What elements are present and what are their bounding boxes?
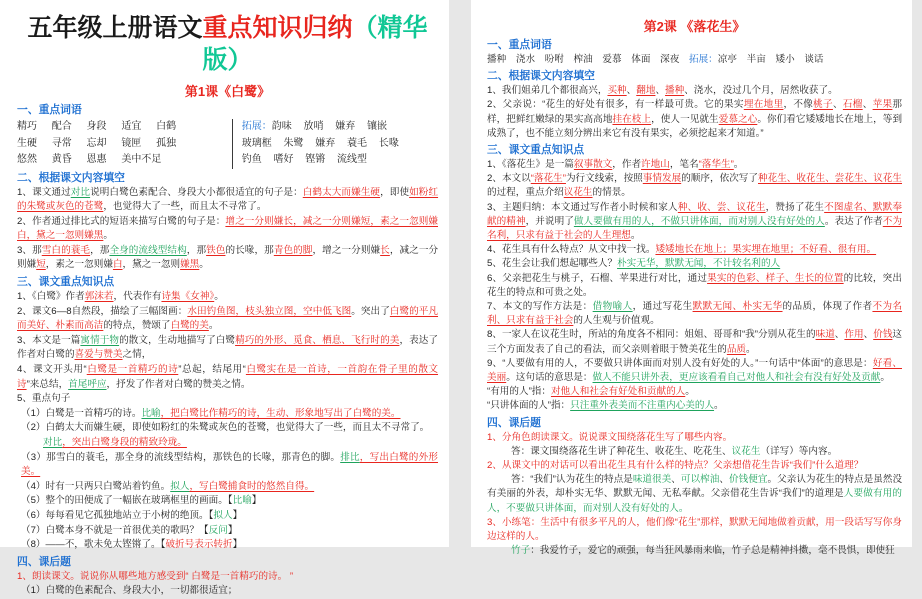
section-heading (487, 416, 902, 431)
text-run: 精巧 配合 身段 适宜 白鹤 (17, 121, 177, 132)
paragraph (487, 459, 902, 473)
text-run: 、浇水，没过几个月，居然收获了。 (684, 85, 838, 97)
text-run: 、 (862, 99, 873, 111)
text-run: 对他人和社会有好处和贡献的人 (550, 386, 686, 398)
section-heading (17, 103, 438, 118)
text-run: 爱慕之心 (718, 113, 758, 125)
text-run: ，不像 (783, 99, 814, 111)
text-run: 1、朗读课文。说说你从哪些地方感受到“ 白鹭是一首精巧的诗。 ” (17, 570, 294, 582)
text-run: 1、《白鹭》作者 (17, 291, 85, 303)
text-run: ，笔名 (669, 159, 699, 171)
text-run: ，使人一见就生 (651, 113, 719, 125)
paragraph (17, 186, 438, 215)
paragraph (487, 53, 902, 67)
text-run: 。 (685, 386, 695, 398)
text-run: 3、小练笔：生活中有很多平凡的人，他们像“花生”那样，默默无闻地做着贡献，用一段话写写你身边这样的人。 (487, 516, 902, 543)
section-heading (17, 171, 438, 186)
paragraph (487, 98, 902, 141)
word-row (242, 136, 438, 153)
text-run: ，赞扬了花生 (765, 201, 825, 213)
text-run: 9、“人要做有用的人，不要做只讲体面而对别人没有好处的人。”一句话中“体面”的意思是： (487, 357, 873, 369)
paragraph (17, 421, 438, 436)
text-run: ，突出白鹭身段的精致玲珑。 (62, 437, 187, 448)
paragraph (487, 431, 902, 445)
text-run: （精华版） (202, 14, 428, 74)
text-run: 。 (880, 372, 890, 384)
text-run: 1、《落花生》是一篇 (487, 159, 574, 171)
text-run: ，并说明了 (525, 215, 574, 227)
text-run: 。这句话的意思是： (506, 372, 593, 384)
text-run: 、 (832, 99, 843, 111)
paragraph (17, 407, 438, 422)
document-title (17, 12, 438, 76)
text-run: 竹子 (511, 545, 531, 557)
text-run: 借物喻人 (592, 301, 633, 313)
paragraph (487, 172, 902, 200)
text-run: 一、重点词语 (17, 104, 82, 116)
text-run: 白鹭的平凡而美好、朴素而高洁 (17, 305, 439, 332)
text-run: 白鹭的美 (170, 320, 209, 332)
text-run: 。突出了 (351, 305, 390, 317)
text-run: 第2课 《落花生》 (643, 19, 746, 34)
text-run: ，把白鹭比作精巧的诗，生动、形象地写出了白鹭的美。 (160, 407, 401, 419)
text-run: 埋在地里 (743, 99, 784, 111)
text-run: 排比 (340, 451, 360, 463)
text-run: 石榴 (842, 99, 863, 111)
text-run: ，作者 (612, 159, 642, 171)
text-run: ，抒发了作者对白鹭的赞美之情。 (106, 378, 251, 390)
word-row (17, 152, 232, 169)
text-run: 2、父亲说：“花生的好处有很多，有一样最可贵。它的果实 (487, 99, 744, 111)
text-run: 、 (655, 85, 666, 97)
text-run: 的长喙，那 (225, 244, 274, 256)
text-run: （7）白鹭本身不就是一首很优美的歌吗？【 (21, 524, 209, 536)
text-run: ，也觉得大了一些，而且太不寻常了。 (103, 201, 267, 213)
text-run: 寓情于物 (80, 334, 120, 346)
text-run: 铁色 (206, 244, 226, 256)
text-run: 之情， (122, 349, 152, 361)
text-run: 。 (199, 259, 209, 271)
text-run: 第1课《白鹭》 (184, 84, 271, 99)
text-run: 三、课文重点知识点 (17, 276, 115, 289)
paragraph (487, 399, 902, 413)
text-run: （3）那雪白的蓑毛，那全身的流线型结构，那铁色的长喙，那青色的脚。 (21, 451, 341, 463)
text-run: 钓鱼 嗜好 铿锵 流线型 (241, 154, 368, 165)
text-run: （6）每每看见它孤独地站立于小树的绝顶。【 (21, 509, 214, 521)
text-run: 人要做有用的人，不要做只讲体面，而对别人没有好处的人。 (487, 488, 903, 514)
text-run: 播种 浇水 吩咐 榨油 爱慕 体面 深夜 (487, 54, 689, 65)
paragraph (487, 445, 902, 459)
paragraph (17, 538, 438, 553)
paragraph (487, 243, 902, 257)
text-run: 生硬 寻常 忘却 镜匣 孤独 (17, 137, 177, 149)
word-list-extension-column (232, 119, 438, 169)
text-run: 拓展： (241, 121, 272, 132)
text-run: （1）白鹭的色素配合、身段大小，一切都很适宜； (21, 585, 238, 597)
text-run: 。 (103, 230, 113, 242)
text-run: 可以榨油 (680, 474, 720, 486)
text-run: 7、本文的写作方法是： (487, 301, 593, 313)
text-run: 对比 (70, 186, 91, 198)
text-run: 2、从课文中的对话可以看出花生具有什么样的特点？父亲想借花生告诉“我们”什么道理？ (487, 460, 864, 472)
text-run: ，写白鹭捕食时的悠然自得。 (189, 480, 315, 492)
text-run: 三、课文重点知识点 (487, 144, 585, 157)
text-run: 一、重点词语 (487, 39, 552, 51)
text-run: 做人不能只讲外表，更应该看看自己对他人和社会有没有好处及贡献 (592, 372, 881, 384)
text-run: 二、根据课文内容填空 (17, 171, 125, 184)
paragraph (487, 201, 902, 244)
text-run: 反问 (208, 524, 228, 536)
text-run: 。 (630, 230, 641, 242)
text-run: 的顺序，依次写了 (681, 173, 758, 185)
text-run: 价钱便宜 (729, 474, 768, 486)
text-run: 4、花生具有什么特点？从文中找一找。 (487, 244, 656, 256)
text-run: 播种 (665, 85, 685, 97)
text-run: 重点知识归纳 (202, 14, 353, 42)
text-run: （详写）等内容。 (760, 445, 838, 457)
text-run: 、 (834, 329, 845, 341)
text-run: 的过程，重点介绍 (487, 187, 564, 199)
text-run: ，减之一分则嫌 (17, 244, 439, 271)
text-run: ，那 (186, 244, 207, 256)
text-run: 好看、美丽 (487, 357, 902, 384)
text-run: 2、本文以 (487, 173, 531, 185)
text-run: ，代表作有 (113, 291, 162, 303)
text-run: 水田钓鱼图，枝头独立图，空中低飞图 (187, 305, 352, 317)
text-run: 长 (380, 244, 390, 256)
text-run: ，增之一分则嫌 (312, 244, 381, 256)
page-2 (471, 0, 912, 557)
text-run: 不为名利、只求有益于社会 (487, 301, 903, 327)
text-run: （8）——不，歌未免太铿锵了。【 (21, 539, 166, 551)
text-run: 】 (232, 509, 243, 521)
paragraph (487, 385, 902, 399)
paragraph (487, 357, 902, 385)
text-run: “有用的人”指： (487, 386, 551, 398)
text-run: 6、父亲把花生与桃子，石榴、苹果进行对比，通过 (487, 272, 708, 284)
text-run: （2）白鹤太大而嫌生硬，即使如粉红的朱鹭或灰色的苍鹭，也觉得大了一些，而且太不寻常了。 (21, 422, 430, 434)
text-run: ，黛之一忽则 (122, 259, 181, 271)
word-list-main-column (17, 119, 232, 169)
section-heading (487, 69, 902, 84)
text-run: 品质 (726, 343, 747, 355)
text-run: 1、我们姐弟几个都很高兴， (487, 85, 608, 97)
text-run: 比喻 (141, 407, 161, 419)
text-run: 桃子 (813, 99, 833, 111)
text-run: ，那 (90, 244, 110, 256)
text-run: 2、作者通过排比式的短语来描写白鹭的句子是： (17, 215, 226, 227)
text-run: 的品质，体现了作者 (782, 301, 873, 313)
text-run: 默默无闻、朴实无华 (692, 301, 783, 313)
text-run: 。你们看它矮矮地长在地上，等到成熟了，也不能立刻分辨出来它有没有果实，必须挖起来才知道。” (487, 113, 903, 139)
text-run: 诗集《女神》 (161, 291, 215, 303)
text-run: “只讲体面的人”指： (487, 400, 571, 412)
paragraph (17, 244, 438, 273)
text-run: 的特点，赞颂了 (103, 320, 171, 332)
text-run: 五年级上册语文 (27, 14, 203, 42)
text-run: ，素之一忽则嫌 (45, 259, 113, 271)
text-run: 二、根据课文内容填空 (487, 70, 595, 83)
text-run: 精巧的外形、觅食、栖息、飞行时的美 (235, 334, 400, 346)
text-run: “落花生” (530, 173, 566, 185)
paragraph (17, 305, 438, 334)
text-run: 1、课文通过 (17, 186, 71, 198)
text-run: 的比较，突出花生的特点和可贵之处。 (487, 272, 903, 298)
text-run: 味道很美 (632, 474, 672, 486)
text-run: 增之一分则嫌长，减之一分则嫌短，素之一忽则嫌白，黛之一忽则嫌黑 (17, 215, 438, 242)
text-run: 答：课文围绕落花生讲了种花生、收花生、吃花生、 (511, 445, 732, 457)
text-run: 。 (214, 291, 224, 303)
text-run: 比喻 (232, 495, 252, 507)
text-run: 。表达了作者 (824, 215, 883, 227)
text-run: 悠然 黄昏 恩惠 美中不足 (17, 154, 162, 165)
paragraph (17, 290, 438, 305)
text-run: 事情发展 (642, 173, 682, 185)
text-run: 对比 (43, 437, 63, 448)
text-run: 说明白鹭色素配合、身段大小都很适宜的句子是： (90, 186, 303, 198)
paragraph (17, 570, 438, 585)
text-run: 许地山 (641, 159, 670, 171)
text-run: 挂在枝上 (612, 113, 652, 125)
text-run: 不为名利，只求有益于社会的人生理想 (487, 215, 903, 242)
text-run: 那样，把鲜红嫩绿的果实高高地 (487, 99, 902, 125)
text-run: 3、本文是一篇 (17, 334, 81, 346)
text-run: 韵味 放哨 嫌弃 镶嵌 (271, 121, 388, 132)
text-run: ，写出白鹭的外形美。 (21, 451, 439, 478)
text-run: 矮矮地长在地上；果实埋在地里；不好看、很有用。 (655, 244, 877, 256)
text-run: 拓展： (688, 54, 718, 65)
paragraph (487, 473, 902, 516)
text-run: 喜爱与赞美 (74, 349, 123, 361)
text-run: 拟人 (213, 509, 233, 521)
word-row (17, 136, 232, 153)
text-run: （4）时有一只两只白鹭站着钓鱼。 (21, 480, 171, 492)
text-run: ”来总结， (26, 378, 69, 390)
paragraph (487, 300, 902, 328)
section-heading (17, 275, 438, 290)
paragraph (17, 334, 438, 363)
text-run: 雪白的蓑毛 (41, 244, 91, 256)
text-run: 】 (232, 539, 243, 551)
text-run: 全身的流线型结构 (109, 244, 187, 256)
text-run: ：我爱竹子，爱它的顽强，每当狂风暴雨来临，竹子总是精神抖擞，毫不畏惧，即使狂 (530, 545, 895, 557)
text-run: 议花生 (563, 187, 593, 199)
text-run: 。 (733, 159, 744, 171)
paragraph (17, 392, 438, 407)
text-run: 1、分角色朗读课文。说说课文围绕落花生写了哪些内容。 (487, 431, 733, 443)
word-row (17, 119, 232, 136)
page-1 (0, 0, 449, 597)
text-run: ”总起，结尾用“ (178, 364, 246, 376)
text-run: 的散文，生动地描写了白鹭 (119, 334, 236, 346)
section-heading (17, 555, 438, 570)
paragraph (487, 158, 902, 172)
text-run: 买种 (607, 85, 627, 97)
text-run: 答：“我们”认为花生的特点是 (511, 474, 633, 486)
text-run: 的人生观与价值观。 (573, 315, 660, 327)
text-run: 、 (671, 474, 681, 486)
text-run: （5）整个的田便成了一幅嵌在玻璃框里的画面。【 (21, 495, 233, 507)
text-run: ，表达了作者对白鹭的 (17, 334, 439, 361)
text-run: 朴实无华，默默无闻，不计较名利的人 (617, 258, 781, 270)
text-run: 郭沫若 (84, 291, 114, 303)
text-run: 2、课文6—8自然段，描绘了三幅图画： (17, 305, 188, 317)
text-run: 苹果 (872, 99, 893, 111)
text-run: 。 (714, 400, 724, 412)
text-run: 破折号表示转折 (165, 539, 233, 551)
text-run: 3、主题归纳：本文通过写作者小时候和家人 (487, 201, 678, 213)
text-run: 只注重外表美而不注重内心美的人 (570, 400, 715, 412)
paragraph (17, 451, 438, 480)
text-run: 。 (208, 320, 219, 332)
text-run: 、 (626, 85, 637, 97)
paragraph (487, 544, 902, 558)
text-run: 味道 (815, 329, 835, 341)
section-heading (487, 143, 902, 158)
paragraph (17, 363, 438, 392)
text-run: 3、那 (17, 244, 42, 256)
text-run: 为行文线索，按照 (565, 173, 643, 185)
text-run: 议花生 (731, 445, 761, 457)
section-heading (487, 38, 902, 53)
text-run: 叙事散文 (573, 159, 613, 171)
text-run: 价钱 (873, 329, 893, 341)
paragraph (487, 257, 902, 271)
text-run: 白 (112, 259, 123, 271)
text-run: 5、重点句子 (17, 393, 71, 405)
text-run: 种、收、尝、议花生 (677, 201, 766, 213)
text-run: 嫌黑 (180, 259, 200, 271)
text-run: 不图虚名、默默奉献的精神 (487, 201, 903, 227)
text-run: 、 (863, 329, 874, 341)
text-run: 、 (719, 474, 729, 486)
text-run: 四、课后题 (487, 416, 541, 429)
text-run: 首尾呼应 (68, 378, 107, 390)
text-run: 。 (746, 343, 756, 355)
text-run: ，通过写花生 (632, 301, 693, 313)
paragraph (17, 524, 438, 539)
text-run: 玻璃框 朱鹭 嫌弃 蓑毛 长喙 (241, 137, 399, 149)
paragraph (17, 584, 438, 599)
text-run: “落华生” (698, 159, 734, 171)
text-run: 这三个方面发表了自己的看法，而父亲则着眼于赞美花生的 (487, 329, 903, 355)
paragraph (17, 494, 438, 509)
text-run: 短 (36, 259, 46, 271)
text-run: 四、课后题 (17, 555, 71, 568)
text-run: 拟人 (170, 480, 190, 492)
text-run: 5、花生会让我们想起哪些人？ (487, 258, 618, 270)
paragraph (487, 328, 902, 356)
text-run: 。父亲认为花生的特点是虽然没有美丽的外表，却朴实无华、默默无闻、无私奉献。父亲借花生告诉“我们”的道理是 (487, 474, 903, 500)
paragraph (17, 509, 438, 524)
word-list (17, 119, 438, 169)
paragraph (17, 436, 438, 451)
text-run: 青色的脚 (273, 244, 313, 256)
text-run: 8、一家人在议花生时，所站的角度各不相同：姐姐、哥哥和“我”分别从花生的 (487, 329, 816, 341)
paragraph (17, 215, 438, 244)
text-run: 的情景。 (592, 187, 631, 199)
text-run: 】 (227, 524, 238, 536)
text-run: 种花生、收花生、尝花生、议花生 (758, 173, 903, 185)
word-row (242, 119, 438, 136)
paragraph (487, 516, 902, 544)
text-run: （1）白鹭是一首精巧的诗。 (21, 407, 142, 419)
text-run: 果实的色彩、样子、生长的位置 (707, 272, 844, 284)
text-run: 作用 (844, 329, 864, 341)
text-run: ，即使 (380, 186, 410, 198)
text-run: 凉亭 半亩 矮小 谈话 (717, 54, 824, 65)
lesson-title (17, 83, 438, 101)
text-run: 如粉红的朱鹭或灰色的苍鹭 (17, 186, 439, 213)
lesson-title (487, 18, 902, 36)
text-run: 白鹭是一首精巧的诗 (86, 364, 179, 376)
text-run: 白鹭实在是一首诗，一首韵在骨子里的散文诗 (17, 364, 439, 390)
word-row (242, 152, 438, 169)
text-run: 】 (251, 495, 262, 507)
paragraph (17, 480, 438, 495)
text-run: 做人要做有用的人，不做只讲体面，而对别人没有好处的人 (573, 215, 825, 227)
text-run: 翻地 (636, 85, 656, 97)
text-run: 4、课文开头用“ (17, 364, 87, 376)
paragraph (487, 84, 902, 98)
paragraph (487, 272, 902, 300)
text-run: 白鹤太大而嫌生硬 (302, 186, 381, 198)
